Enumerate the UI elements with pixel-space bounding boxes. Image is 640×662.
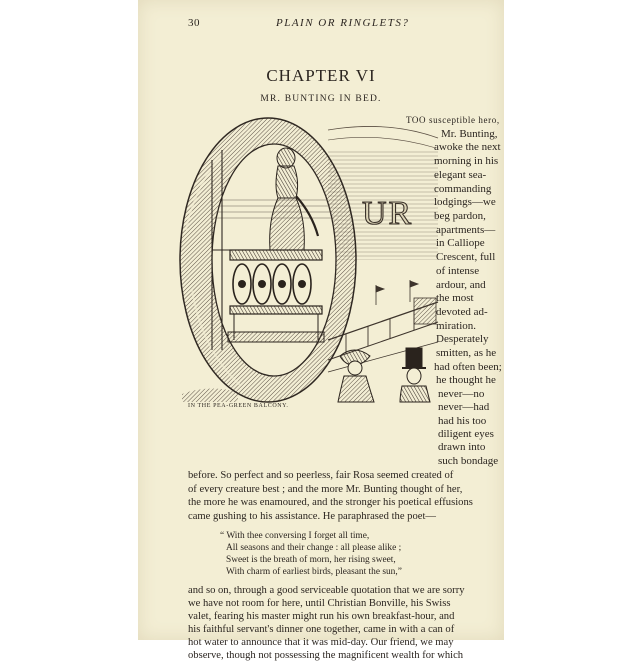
side-column-line: the most [436,292,474,304]
side-column-line: Mr. Bunting, [441,128,498,140]
side-column-line: Crescent, full [436,251,496,263]
side-column-line: never—had [438,401,490,413]
side-column-line: elegant sea- [434,169,487,181]
book-page [138,0,504,661]
side-column-line: TOO susceptible hero, [406,115,500,125]
side-column-line: had his too [438,415,487,427]
side-column-line: in Calliope [436,237,485,249]
paragraph-line: before. So perfect and so peerless, fair Rosa seemed created of [188,470,454,481]
side-column-line: devoted ad- [436,306,488,318]
side-column-line: awoke the next [434,141,501,153]
side-column-line: diligent eyes [438,428,494,440]
side-column-line: such bondage [438,455,499,467]
verse-line: All seasons and their change : all please alike ; [226,543,402,553]
body-text [138,0,504,661]
paragraph-line: we have not room for here, until Christian Bonville, his Swiss [188,598,451,609]
side-column-line: smitten, as he [436,347,497,359]
paragraph-line: observe, though not possessing the magnificent wealth for which [188,650,464,661]
paragraph-line: hot water to announce that it was mid-day. Our friend, we may [188,637,454,648]
side-column-line: lodgings—we [434,196,496,208]
paragraph-line: valet, fearing his master might run his own breakfast-hour, and [188,611,455,622]
side-column-line: beg pardon, [434,210,486,222]
chapter-subtitle: MR. BUNTING IN BED. [260,94,382,104]
side-column-line: never—no [438,388,485,400]
page-number: 30 [188,17,200,29]
side-column-line: Desperately [436,333,489,345]
verse-line: “ With thee conversing I forget all time, [220,531,370,541]
paragraph-line: of every creature best ; and the more Mr. Bunting thought of her, [188,484,463,495]
verse-line: With charm of earliest birds, pleasant the sun,” [226,567,402,577]
side-column-line: of intense [436,265,480,277]
side-column-line: he thought he [436,374,496,386]
verse-line: Sweet is the breath of morn, her rising sweet, [226,555,396,565]
chapter-title: CHAPTER VI [266,66,376,85]
paragraph-line: came gushing to his assistance. He paraphrased the poet— [188,511,436,522]
side-column-line: morning in his [434,155,499,167]
side-column-line: ardour, and [436,279,486,291]
side-column-line: had often been; [434,361,502,373]
side-column-line: commanding [434,183,492,195]
paragraph-line: and so on, through a good serviceable quotation that we are sorry [188,585,465,596]
side-column-line: drawn into [438,441,486,453]
running-title: PLAIN OR RINGLETS? [276,17,410,29]
side-column-line: miration. [436,320,477,332]
illustration-caption: IN THE PEA-GREEN BALCONY. [188,403,289,409]
sign-letters: UR [362,195,414,232]
paragraph-line: his faithful servant's dinner one together, came in with a can of [188,624,455,635]
paragraph-line: the more he was enamoured, and the stronger his poetical effusions [188,497,473,508]
side-column-line: apartments— [436,224,496,236]
